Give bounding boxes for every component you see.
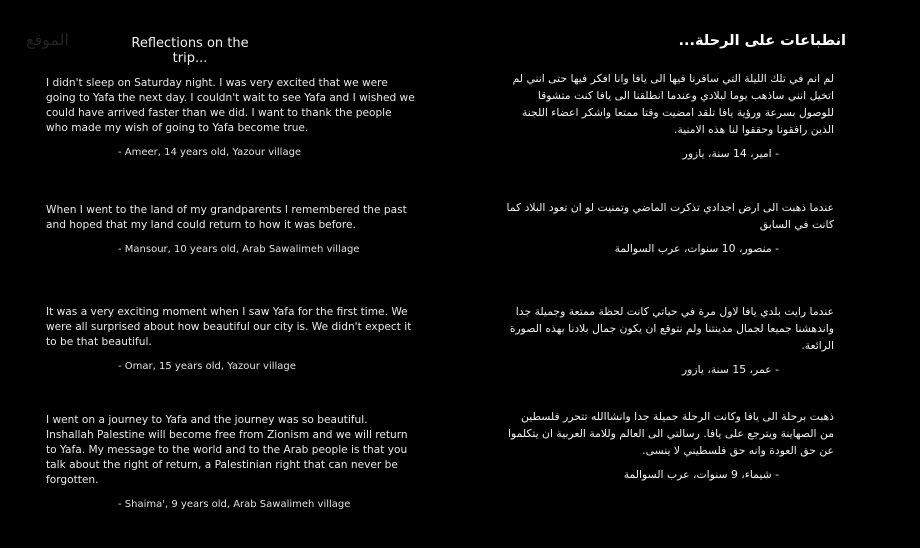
arabic-entry [504, 408, 834, 481]
english-quote: It was a very exciting moment when I saw Yafa for the first time. We were all surprised about how beautiful our city is. We didn't expect it to be that beautiful. [46, 306, 412, 348]
english-entry [46, 413, 416, 510]
arabic-quote: لم انم في تلك الليلة التي سافرنا فيها الى يافا وانا افكر فيها حتى انني لم اتخيل انني ساذهب يوما لبلادي وعندما انطلقنا الى يافا كنت متشوقا للوصول بسرعة ورؤية يافا تلقد امضيت وقتا ممتعا واشكر اعضاء اللجنة الذين رافقونا وحققوا لنا هذه الامنية. [512, 72, 834, 136]
arabic-entry [504, 199, 834, 255]
arabic-quote: عندما ذهبت الى ارض اجدادي تذكرت الماضي وتمنيت لو ان تعود البلاد كما كانت في السابق [506, 201, 834, 231]
english-signature: - Omar, 15 years old, Yazour village [118, 361, 296, 372]
english-signature: - Shaima', 9 years old, Arab Sawalimeh village [118, 499, 351, 510]
arabic-entry [504, 303, 834, 376]
arabic-signature: - منصور، 10 سنوات، عرب السوالمة [614, 242, 779, 255]
english-signature: - Ameer, 14 years old, Yazour village [118, 147, 302, 158]
site-logo: الموقع [26, 30, 69, 49]
english-entry [46, 305, 416, 372]
english-title: Reflections on the trip... [131, 36, 249, 66]
english-entry [46, 76, 416, 158]
english-entry [46, 203, 416, 255]
arabic-title: انطباعات على الرحلة... [678, 33, 846, 49]
english-quote: When I went to the land of my grandparents I remembered the past and hoped that my land could return to how it was before. [46, 204, 407, 231]
english-quote: I went on a journey to Yafa and the journey was so beautiful. Inshallah Palestine will become free from Zionism and we will return to Yafa. My message to the world and to the Arab people is that you talk about the right of return, a Palestinian right that can never be forgotten. [46, 414, 408, 486]
english-quote: I didn't sleep on Saturday night. I was very excited that we were going to Yafa the next day. I couldn't wait to see Yafa and I wished we could have arrived faster than we did. I want to thank the people who made my wish of going to Yafa become true. [46, 77, 415, 134]
english-signature: - Mansour, 10 years old, Arab Sawalimeh village [118, 244, 360, 255]
arabic-entry [504, 70, 834, 160]
arabic-signature: - شيماء، 9 سنوات، عرب السوالمة [623, 468, 779, 481]
arabic-quote: عندما رايت بلدي يافا لاول مرة في حياتي كانت لحظة ممتعة وجميلة جدا واندهشنا جميعا لجمال مدينتنا ولم نتوقع ان يكون جمال بلادنا بهذه الصورة الرائعة. [509, 305, 834, 352]
arabic-signature: - عمر، 15 سنة، يازور [681, 363, 779, 376]
arabic-signature: - امير، 14 سنة، يازور [682, 147, 779, 160]
arabic-quote: ذهبت برحلة الى يافا وكانت الرحلة جميلة جدا وانشاالله تتحرر فلسطين من الصهاينة ويترجع على يافا. رسالتي الى العالم وللامة العربية ان يتكلموا عن حق العودة وانه حق فلسطيني لا ينسى. [508, 410, 834, 457]
